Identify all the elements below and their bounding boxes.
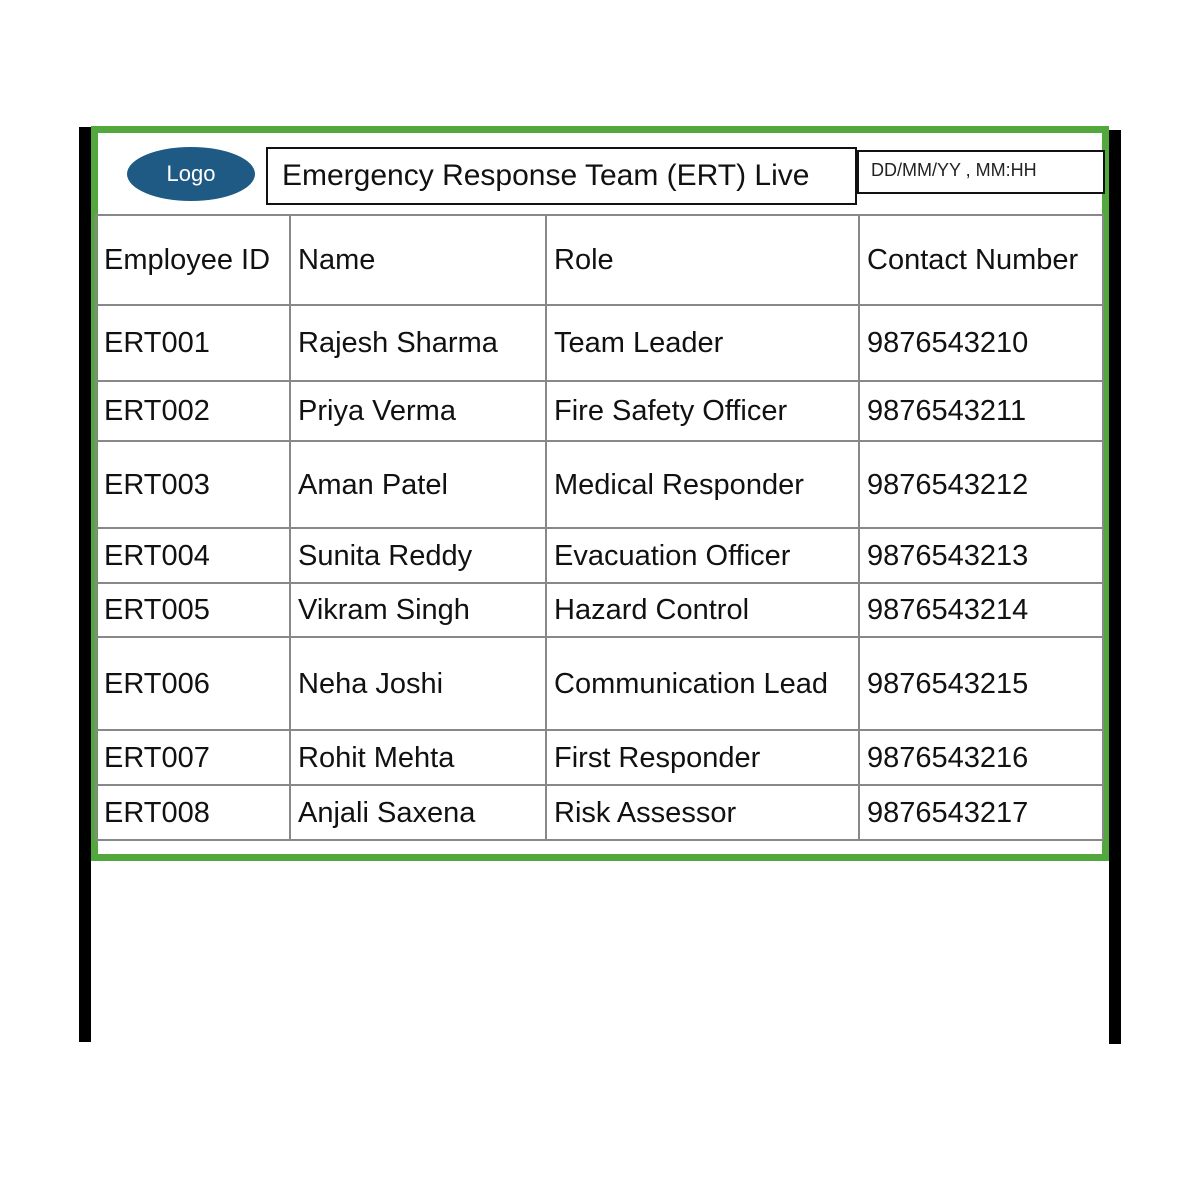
cell-contact: 9876543216 — [859, 730, 1103, 785]
cell-name: Sunita Reddy — [290, 528, 546, 583]
cell-role: Medical Responder — [546, 441, 859, 528]
cell-name: Vikram Singh — [290, 583, 546, 637]
cell-contact: 9876543215 — [859, 637, 1103, 730]
cell-contact: 9876543212 — [859, 441, 1103, 528]
column-header-role: Role — [546, 215, 859, 305]
cell-employee-id: ERT008 — [96, 785, 290, 840]
cell-contact: 9876543217 — [859, 785, 1103, 840]
datetime-display — [857, 150, 1105, 194]
cell-employee-id: ERT007 — [96, 730, 290, 785]
column-header-employee-id: Employee ID — [96, 215, 290, 305]
cell-employee-id: ERT001 — [96, 305, 290, 381]
table-row — [96, 785, 1103, 840]
cell-contact: 9876543211 — [859, 381, 1103, 441]
right-post — [1109, 130, 1121, 1044]
cell-name: Aman Patel — [290, 441, 546, 528]
cell-employee-id: ERT003 — [96, 441, 290, 528]
table-row — [96, 381, 1103, 441]
table-row — [96, 528, 1103, 583]
cell-role: Evacuation Officer — [546, 528, 859, 583]
table-row — [96, 305, 1103, 381]
column-header-name: Name — [290, 215, 546, 305]
table-row — [96, 637, 1103, 730]
left-post — [79, 127, 91, 1042]
cell-contact: 9876543210 — [859, 305, 1103, 381]
cell-employee-id: ERT002 — [96, 381, 290, 441]
table-row — [96, 583, 1103, 637]
cell-employee-id: ERT004 — [96, 528, 290, 583]
cell-role: Fire Safety Officer — [546, 381, 859, 441]
datetime-text: DD/MM/YY , MM:HH — [871, 160, 1037, 180]
cell-contact: 9876543214 — [859, 583, 1103, 637]
cell-employee-id: ERT005 — [96, 583, 290, 637]
board-title-text: Emergency Response Team (ERT) Live — [282, 159, 810, 192]
table-row — [96, 730, 1103, 785]
cell-role: Hazard Control — [546, 583, 859, 637]
cell-name: Rohit Mehta — [290, 730, 546, 785]
cell-name: Priya Verma — [290, 381, 546, 441]
cell-employee-id: ERT006 — [96, 637, 290, 730]
board-title — [266, 147, 857, 205]
ert-roster-table — [95, 214, 1104, 841]
cell-name: Anjali Saxena — [290, 785, 546, 840]
cell-contact: 9876543213 — [859, 528, 1103, 583]
cell-name: Neha Joshi — [290, 637, 546, 730]
table-row — [96, 441, 1103, 528]
cell-role: Communication Lead — [546, 637, 859, 730]
cell-name: Rajesh Sharma — [290, 305, 546, 381]
cell-role: Risk Assessor — [546, 785, 859, 840]
logo-label: Logo — [166, 161, 216, 186]
column-header-contact: Contact Number — [859, 215, 1103, 305]
cell-role: First Responder — [546, 730, 859, 785]
table-header-row — [96, 215, 1103, 305]
cell-role: Team Leader — [546, 305, 859, 381]
logo — [127, 147, 255, 201]
